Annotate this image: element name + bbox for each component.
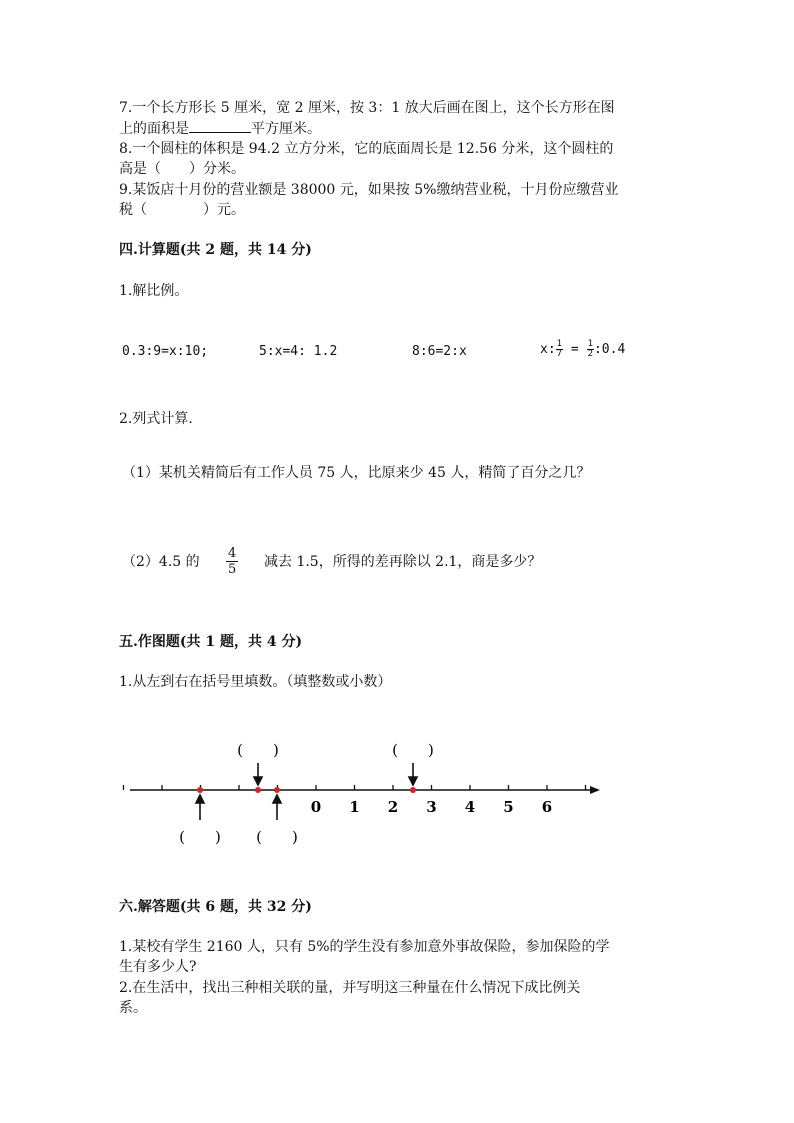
tick-label: 6: [541, 798, 553, 816]
q8-line1: 8.一个圆柱的体积是 94.2 立方分米，它的底面周长是 12.56 分米，这个圆柱的: [119, 141, 614, 157]
q8-line2: 高是（ ）分米。: [119, 161, 245, 177]
section4-p2-title: 2.列式计算.: [119, 411, 193, 427]
tick-label: 5: [503, 798, 514, 816]
arrow-down-b-head: [254, 777, 262, 785]
q7-line2-pre: 上的面积是: [119, 121, 189, 137]
eq4-fraction-1: [556, 340, 563, 359]
blank-above-d[interactable]: ( ): [392, 741, 434, 759]
section5-p1-title: 1.从左到右在括号里填数。（填整数或小数）: [119, 674, 392, 690]
tick-marks: [124, 785, 586, 790]
q7-line2-post: 平方厘米。: [251, 121, 321, 137]
answer-blank[interactable]: [189, 118, 251, 133]
equation-3: 8:6=2:x: [412, 344, 467, 359]
section4-title: 四.计算题(共 2 题，共 14 分): [119, 242, 312, 258]
section4-p2-q2-pre: （2）4.5 的: [122, 554, 200, 570]
tick-label: 1: [349, 798, 360, 816]
blank-below-c[interactable]: ( ): [256, 828, 298, 846]
q9-line1: 9.某饭店十月份的营业额是 38000 元，如果按 5%缴纳营业税，十月份应缴营业: [119, 182, 619, 198]
number-line-figure: [0, 730, 794, 860]
eq4-f2-denominator: 2: [587, 349, 593, 359]
equation-1: 0.3:9=x:10;: [122, 344, 209, 359]
section4-p2-q2-post: 减去 1.5，所得的差再除以 2.1，商是多少？: [264, 554, 542, 570]
eq4-f1-denominator: 7: [556, 349, 563, 359]
q9-line2: 税（ ）元。: [119, 202, 245, 218]
equation-2: 5:x=4: 1.2: [259, 344, 338, 359]
eq4-prefix: x:: [540, 342, 556, 357]
section6-q1-line1: 1.某校有学生 2160 人，只有 5%的学生没有参加意外事故保险，参加保险的学: [119, 939, 610, 955]
eq4-equals: =: [563, 342, 587, 357]
point-a: [197, 787, 203, 793]
eq4-fraction-2: [587, 340, 594, 359]
tick-label: 4: [464, 798, 476, 816]
section6-title: 六.解答题(共 6 题，共 32 分): [119, 899, 312, 915]
q7-line2: [119, 118, 321, 139]
blank-below-a[interactable]: ( ): [179, 828, 221, 846]
section6-q1-line2: 生有多少人?: [119, 959, 197, 975]
tick-labels: [311, 798, 552, 816]
arrow-up-c-head: [273, 795, 281, 803]
section6-q2-line1: 2.在生活中，找出三种相关联的量，并写明这三种量在什么情况下成比例关: [119, 980, 581, 996]
equation-4: [540, 340, 625, 359]
p2-q2-fraction: [226, 546, 238, 577]
eq4-f1-numerator: 1: [556, 339, 563, 349]
arrow-down-d-head: [409, 777, 417, 785]
q7-line1: 7.一个长方形长 5 厘米，宽 2 厘米，按 3：1 放大后画在图上，这个长方形在图: [119, 100, 615, 116]
section4-p1-title: 1.解比例。: [119, 283, 189, 299]
arrow-up-a-head: [196, 795, 204, 803]
section6-q2-line2: 系。: [119, 1000, 147, 1016]
section4-p2-q1: （1）某机关精简后有工作人员 75 人，比原来少 45 人，精简了百分之几？: [122, 465, 591, 481]
eq4-f2-numerator: 1: [587, 339, 593, 349]
point-d: [410, 787, 416, 793]
tick-label: 0: [310, 798, 322, 816]
axis-arrowhead: [590, 786, 600, 794]
point-b: [255, 787, 261, 793]
eq4-suffix: :0.4: [593, 342, 626, 357]
p2-q2-numerator: 4: [228, 546, 237, 561]
point-c: [274, 787, 280, 793]
blank-above-b[interactable]: ( ): [237, 741, 279, 759]
tick-label: 2: [387, 798, 399, 816]
tick-label: 3: [426, 798, 437, 816]
section5-title: 五.作图题(共 1 题，共 4 分): [119, 634, 303, 650]
p2-q2-denominator: 5: [228, 562, 237, 577]
